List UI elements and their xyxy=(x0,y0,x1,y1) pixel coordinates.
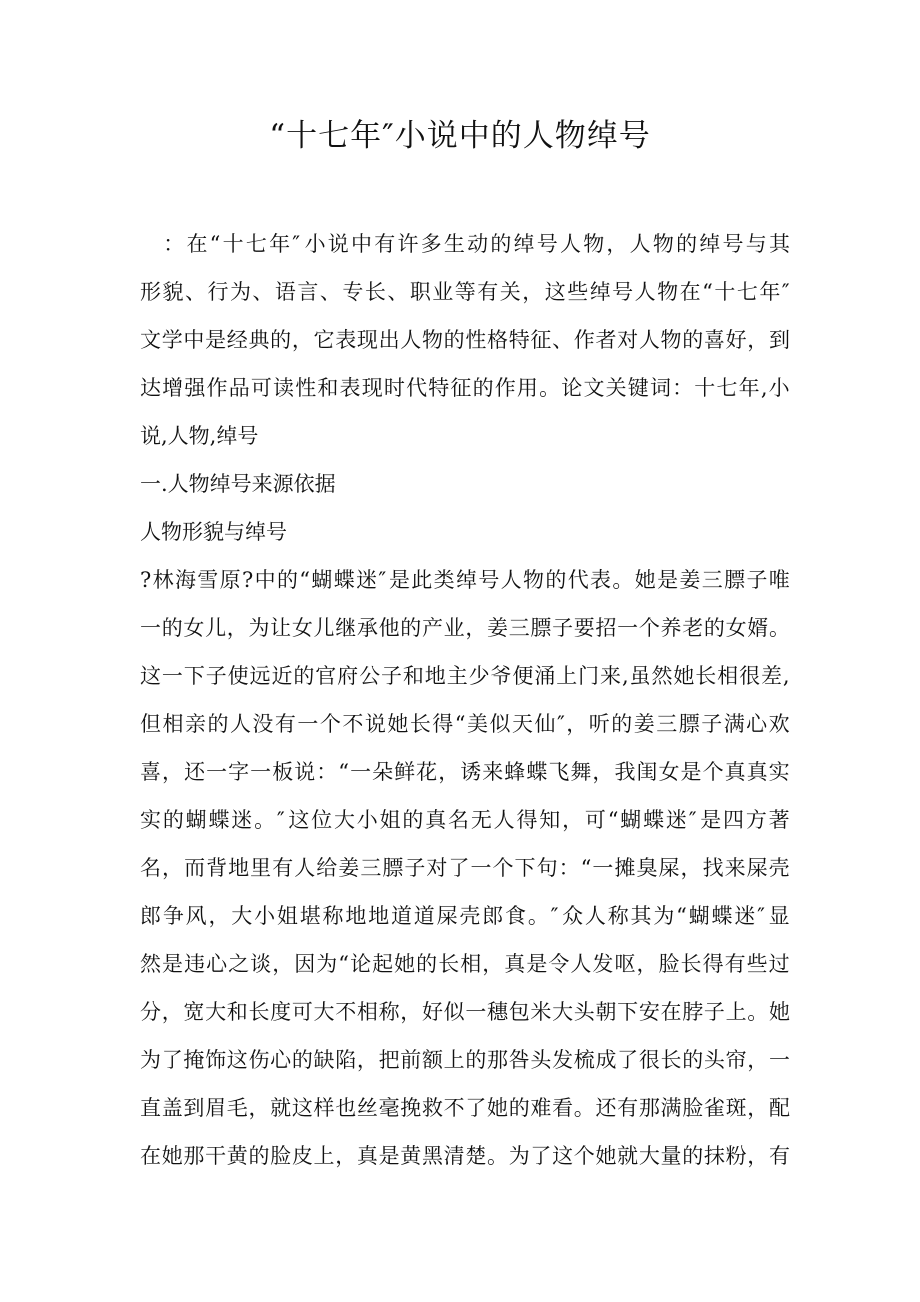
text-line: 喜 ， 还 一 字 一 板 说 ： “ 一 朵 鲜 花 ， 诱 来 蜂 蝶 飞 舞 ， 我 闺 女 是 个 真 真 实 xyxy=(140,760,790,784)
text-line: 直 盖 到 眉 毛 ， 就 这 样 也 丝 毫 挽 救 不 了 她 的 难 看 。 还 有 那 满 脸 雀 斑 ， 配 xyxy=(140,1096,790,1120)
text-line: 为 了 掩 饰 这 伤 心 的 缺 陷 ， 把 前 额 上 的 那 咎 头 发 梳 成 了 很 长 的 头 帘 ， 一 xyxy=(140,1048,790,1072)
text-line: 然 是 违 心 之 谈 ， 因 为 “ 论 起 她 的 长 相 ， 真 是 令 人 发 呕 ， 脸 长 得 有 些 过 xyxy=(140,952,790,976)
text-line: 一 的 女 儿 ， 为 让 女 儿 继 承 他 的 产 业 ， 姜 三 膘 子 要 招 一 个 养 老 的 女 婿 。 xyxy=(140,616,790,640)
text-line: 一.人物绰号来源依据 xyxy=(140,472,336,496)
text-line: 名 ， 而 背 地 里 有 人 给 姜 三 膘 子 对 了 一 个 下 句 ： “ 一 摊 臭 屎 ， 找 来 屎 壳 xyxy=(140,856,790,880)
text-line: 这 一 下 子 使 远 近 的 官 府 公 子 和 地 主 少 爷 便 涌 上 门 来 , 虽 然 她 长 相 很 差 , xyxy=(140,664,790,688)
text-line: 但 相 亲 的 人 没 有 一 个 不 说 她 长 得 “ 美 似 天 仙 ″ ， 听 的 姜 三 膘 子 满 心 欢 xyxy=(140,712,790,736)
text-line: 实 的 蝴 蝶 迷 。 ″ 这 位 大 小 姐 的 真 名 无 人 得 知 ， 可 “ 蝴 蝶 迷 ″ 是 四 方 著 xyxy=(140,808,790,832)
text-line: 达 增 强 作 品 可 读 性 和 表 现 时 代 特 征 的 作 用 。 论 文 关 键 词 ： 十 七 年 , 小 xyxy=(140,376,790,400)
text-line: 郎 争 风 ， 大 小 姐 堪 称 地 地 道 道 屎 壳 郎 食 。 ″ 众 人 称 其 为 “ 蝴 蝶 迷 ″ 显 xyxy=(140,904,790,928)
text-line: 说,人物,绰号 xyxy=(140,424,259,448)
text-line: ： 在 “ 十 七 年 ″ 小 说 中 有 许 多 生 动 的 绰 号 人 物 ， 人 物 的 绰 号 与 其 xyxy=(163,232,790,256)
document-title: “十七年″小说中的人物绰号 xyxy=(269,118,651,154)
text-line: 分 ， 宽 大 和 长 度 可 大 不 相 称 ， 好 似 一 穗 包 米 大 头 朝 下 安 在 脖 子 上 。 她 xyxy=(140,1000,790,1024)
text-line: ? 林 海 雪 原 ? 中 的 “ 蝴 蝶 迷 ″ 是 此 类 绰 号 人 物 的 代 表 。 她 是 姜 三 膘 子 唯 xyxy=(140,568,790,592)
text-line: 文 学 中 是 经 典 的 ， 它 表 现 出 人 物 的 性 格 特 征 、 作 者 对 人 物 的 喜 好 ， 到 xyxy=(140,328,790,352)
text-line: 形 貌 、 行 为 、 语 言 、 专 长 、 职 业 等 有 关 ， 这 些 绰 号 人 物 在 “ 十 七 年 ″ xyxy=(140,280,790,304)
text-line: 人物形貌与绰号 xyxy=(140,520,287,544)
text-line: 在 她 那 干 黄 的 脸 皮 上 ， 真 是 黄 黑 清 楚 。 为 了 这 个 她 就 大 量 的 抹 粉 ， 有 xyxy=(140,1144,790,1168)
